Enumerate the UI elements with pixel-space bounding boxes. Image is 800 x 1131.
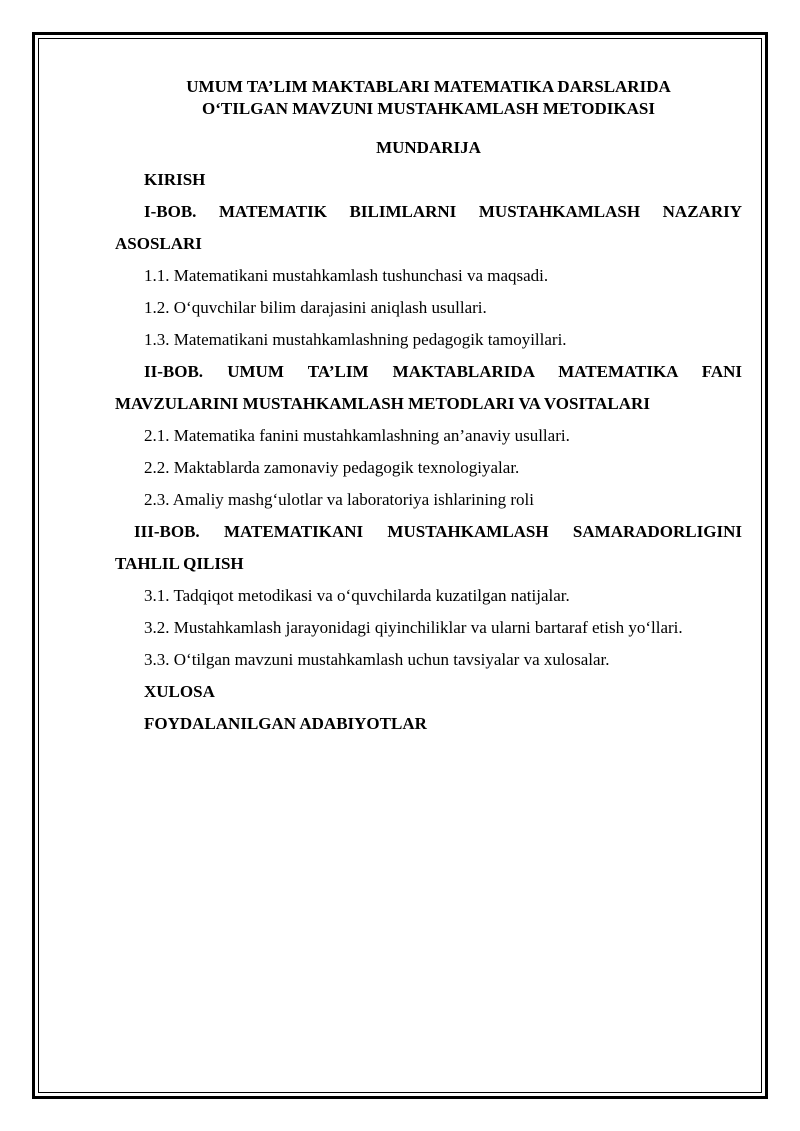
toc-section-3-2: 3.2. Mustahkamlash jarayonidagi qiyinchiliklar va ularni bartaraf etish yo‘llari.: [144, 618, 683, 637]
toc-intro: KIRISH: [144, 170, 206, 189]
toc-chapter-2: [115, 356, 742, 516]
toc-section-1-2: 1.2. O‘quvchilar bilim darajasini aniqlash usullari.: [144, 298, 487, 317]
toc-chapter-1: [115, 196, 742, 356]
toc-section-2-3: 2.3. Amaliy mashg‘ulotlar va laboratoriya ishlarining roli: [144, 490, 534, 509]
toc-section-3-3: 3.3. O‘tilgan mavzuni mustahkamlash uchun tavsiyalar va xulosalar.: [144, 650, 610, 669]
toc-section-3-1: 3.1. Tadqiqot metodikasi va o‘quvchilarda kuzatilgan natijalar.: [144, 586, 570, 605]
document-title-line-2: O‘TILGAN MAVZUNI MUSTAHKAMLASH METODIKASI: [202, 99, 655, 118]
toc-section-2-2: 2.2. Maktablarda zamonaviy pedagogik texnologiyalar.: [144, 458, 520, 477]
chapter-2-title-line-1: II-BOB. UMUM TA’LIM MAKTABLARIDA MATEMATIKA FANI: [144, 362, 742, 381]
chapter-1-title: [115, 196, 742, 260]
toc-section-1-3: 1.3. Matematikani mustahkamlashning pedagogik tamoyillari.: [144, 330, 567, 349]
document-title-line-1: UMUM TA’LIM MAKTABLARI MATEMATIKA DARSLARIDA: [186, 77, 671, 96]
toc-references: FOYDALANILGAN ADABIYOTLAR: [144, 714, 427, 733]
toc-heading: MUNDARIJA: [376, 138, 481, 157]
chapter-1-title-line-2: ASOSLARI: [115, 234, 202, 253]
document-title: [115, 76, 742, 120]
chapter-1-title-line-1: I-BOB. MATEMATIK BILIMLARNI MUSTAHKAMLASH NAZARIY: [144, 202, 742, 221]
toc-section-1-1: 1.1. Matematikani mustahkamlash tushunchasi va maqsadi.: [144, 266, 549, 285]
toc-section-2-1: 2.1. Matematika fanini mustahkamlashning an’anaviy usullari.: [144, 426, 570, 445]
chapter-3-title-line-2: TAHLIL QILISH: [115, 554, 244, 573]
chapter-3-title-line-1: III-BOB. MATEMATIKANI MUSTAHKAMLASH SAMARADORLIGINI: [134, 522, 742, 541]
toc-chapter-3: [115, 516, 742, 676]
document-body: [115, 76, 742, 740]
chapter-2-title: [115, 356, 742, 420]
toc-conclusion: XULOSA: [144, 682, 215, 701]
chapter-2-title-line-2: MAVZULARINI MUSTAHKAMLASH METODLARI VA VOSITALARI: [115, 394, 650, 413]
chapter-3-title: [115, 516, 742, 580]
